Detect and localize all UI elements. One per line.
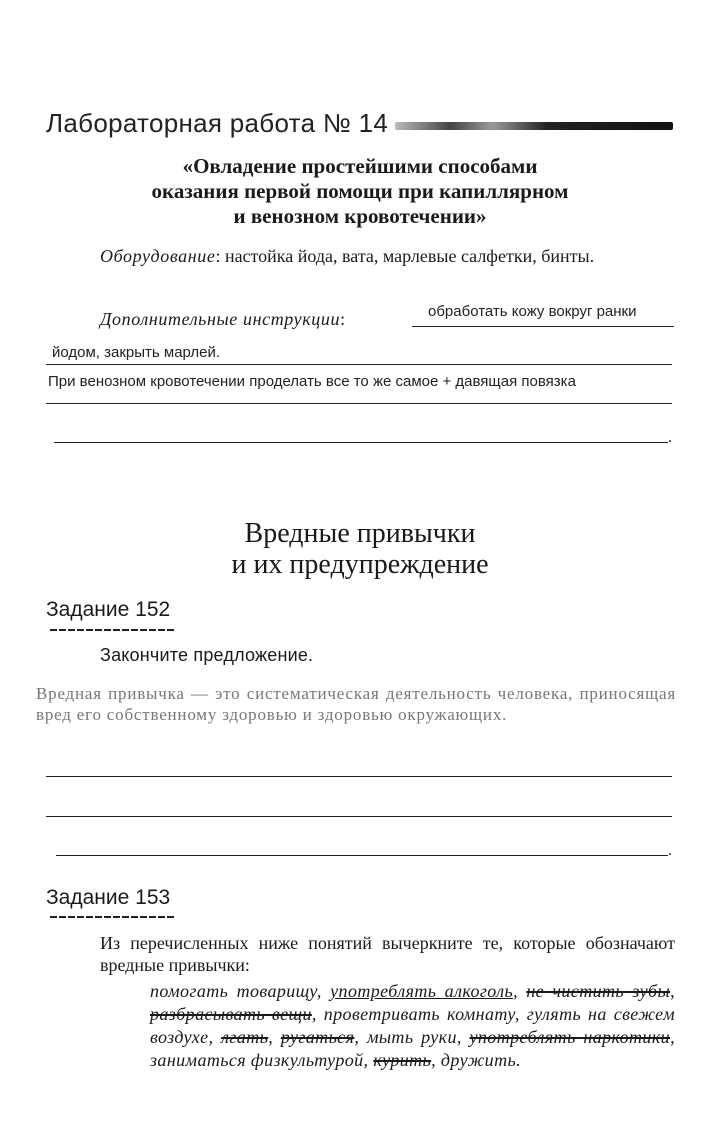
habit-separator: ,	[208, 1027, 222, 1047]
habit-separator: ,	[354, 1027, 367, 1047]
habit-separator: .	[516, 1050, 521, 1070]
habit-separator: ,	[431, 1050, 441, 1070]
task-153-heading-underline	[50, 916, 176, 918]
habit-separator: ,	[363, 1050, 374, 1070]
instructions-colon: :	[340, 309, 346, 329]
habit-separator: ,	[670, 1027, 675, 1047]
habit-separator: ,	[514, 1004, 527, 1024]
section-title	[80, 518, 640, 580]
habit-item: помогать товарищу	[150, 981, 317, 1001]
section-title-line-2: и их предупреждение	[231, 549, 489, 580]
handwritten-answer-line-1: обработать кожу вокруг ранки	[428, 303, 637, 320]
task-152-rule-1	[46, 776, 672, 777]
handwritten-answer-line-2: йодом, закрыть марлей.	[52, 344, 221, 361]
lab-subtitle-line-3: и венозном кровотечении»	[233, 204, 487, 228]
instructions-label-row	[100, 309, 345, 330]
answer-rule-1	[412, 326, 674, 327]
task-152-rule-2	[46, 816, 672, 817]
habit-item: гулять на свежем воздухе	[150, 1004, 675, 1047]
habit-item: лгать	[221, 1027, 269, 1047]
handwritten-answer-line-3: При венозном кровотечении проделать все то же самое + давящая повязка	[48, 373, 576, 390]
task-153-prompt: Из перечисленных ниже понятий вычеркните те, которые обозначают вредные привычки:	[100, 933, 675, 975]
equipment-text: : настойка йода, вата, марлевые салфетки, бинты.	[215, 246, 595, 266]
task-152-faded-text: Вредная привычка — это систематическая деятельность человека, приносящая вред его собственному здоровью и здоровью окружающих.	[36, 684, 676, 724]
lab-title: Лабораторная работа № 14	[46, 108, 389, 138]
habit-separator: ,	[670, 981, 675, 1001]
habit-item: употреблять наркотики	[469, 1027, 671, 1047]
habit-separator: ,	[316, 981, 331, 1001]
end-dot-1: .	[668, 429, 672, 446]
lab-subtitle	[80, 154, 640, 229]
task-152-prompt: Закончите предложение.	[100, 645, 314, 665]
habit-item: употреблять алкоголь	[330, 981, 514, 1001]
habit-separator: ,	[311, 1004, 324, 1024]
habit-item: проветривать комнату	[323, 1004, 515, 1024]
answer-rule-4	[54, 442, 668, 443]
habit-item: мыть руки	[366, 1027, 457, 1047]
lab-subtitle-line-1: «Овладение простейшими способами	[182, 154, 538, 178]
end-dot-2: .	[668, 842, 672, 859]
lab-subtitle-line-2: оказания первой помощи при капиллярном	[151, 179, 569, 203]
habit-item: разбрасывать вещи	[150, 1004, 312, 1024]
habit-separator: ,	[513, 981, 527, 1001]
answer-rule-3	[46, 403, 672, 404]
habit-separator: ,	[268, 1027, 281, 1047]
task-152-heading-underline	[50, 629, 176, 631]
habit-item: курить	[373, 1050, 432, 1070]
equipment-paragraph	[100, 245, 675, 267]
equipment-label: Оборудование	[100, 246, 216, 266]
section-title-line-1: Вредные привычки	[244, 518, 476, 549]
scan-noise-bar	[395, 122, 673, 130]
answer-rule-2	[46, 364, 672, 365]
habit-separator: ,	[456, 1027, 470, 1047]
task-152-rule-3	[56, 855, 668, 856]
habit-item: не чистить зубы	[526, 981, 671, 1001]
habits-list	[150, 980, 675, 1072]
instructions-label: Дополнительные инструкции	[100, 309, 341, 329]
habit-item: ругаться	[280, 1027, 355, 1047]
habit-item: заниматься физкультурой	[150, 1050, 364, 1070]
habit-item: дружить	[440, 1050, 517, 1070]
task-152-heading: Задание 152	[46, 598, 171, 621]
task-153-heading: Задание 153	[46, 886, 171, 909]
